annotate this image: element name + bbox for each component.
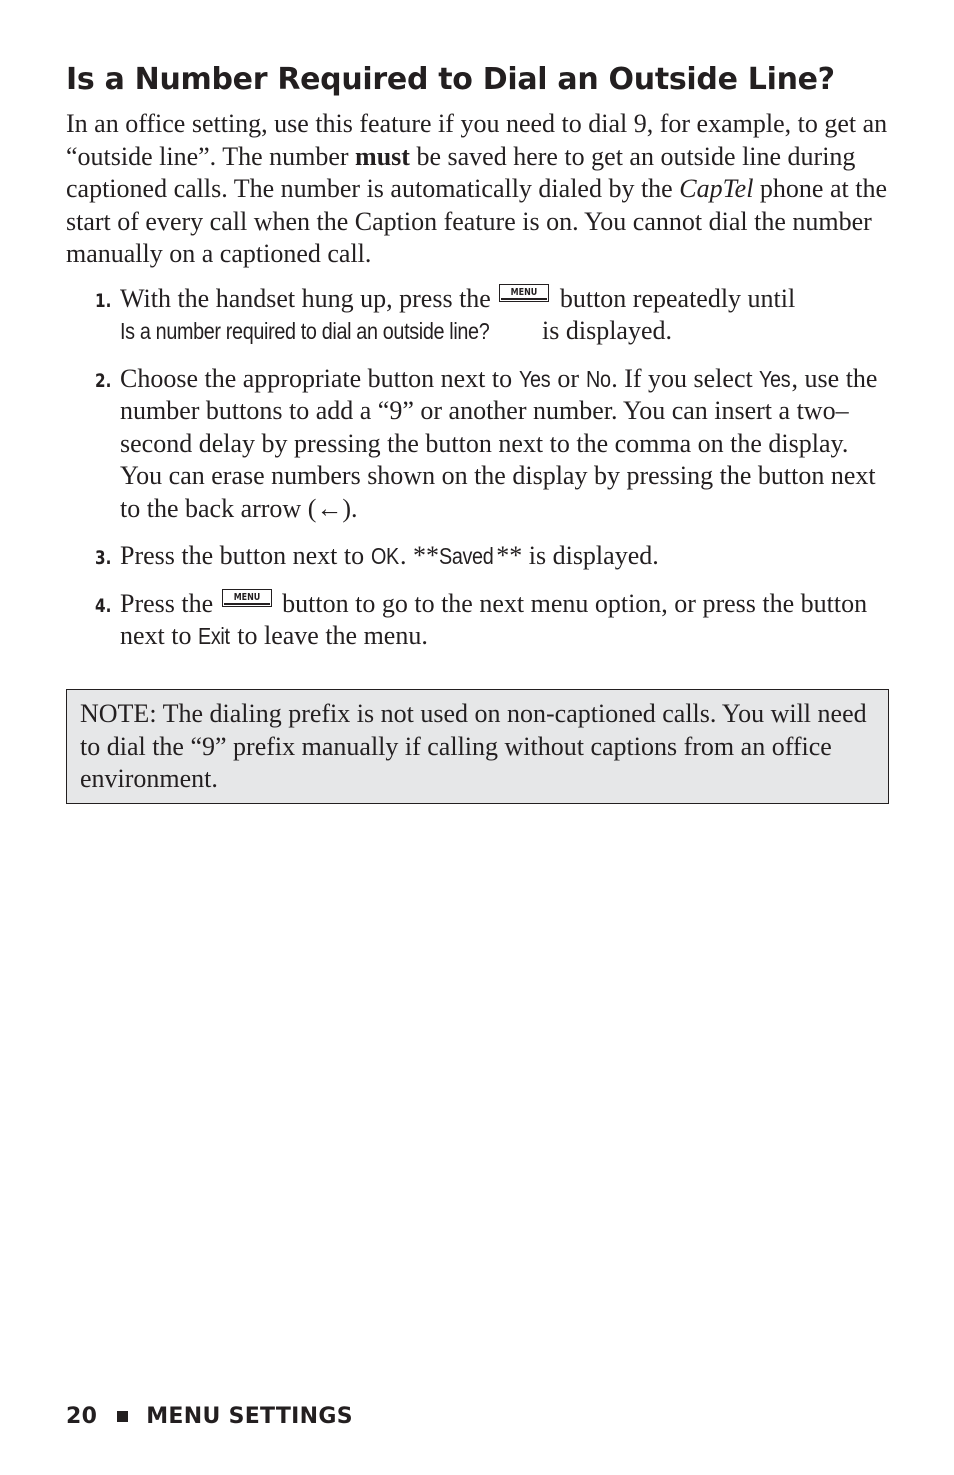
step-text: or bbox=[550, 363, 586, 393]
page-title: Is a Number Required to Dial an Outside Line? bbox=[66, 62, 835, 97]
square-bullet-icon bbox=[117, 1411, 128, 1422]
step-text: ** is displayed. bbox=[496, 541, 659, 570]
step-4 bbox=[66, 588, 891, 653]
intro-text-3: phone at the start of every call when the Caption feature is on. You cannot dial the number manually on a captioned call. bbox=[66, 174, 887, 268]
menu-key-label: MENU bbox=[511, 286, 538, 298]
step-text: button to go to the next menu option, or press the button next to bbox=[120, 588, 868, 650]
display-text: Yes bbox=[759, 365, 791, 392]
step-text: Press the bbox=[120, 588, 220, 618]
page-footer bbox=[66, 1404, 353, 1429]
step-text: button repeatedly until bbox=[553, 283, 796, 313]
step-text: Press the button next to bbox=[120, 541, 371, 570]
display-text: Exit bbox=[198, 623, 230, 649]
intro-paragraph bbox=[66, 108, 891, 271]
step-text: . ** bbox=[400, 541, 440, 570]
intro-text-1: In an office setting, use this feature if you need to dial 9, for example, to get an “outside line”. The number bbox=[66, 109, 888, 171]
step-text: is displayed. bbox=[535, 316, 673, 345]
menu-key-icon bbox=[499, 284, 549, 302]
display-text: Is a number required to dial an outside line? bbox=[120, 318, 490, 344]
note-text: NOTE: The dialing prefix is not used on non-captioned calls. You will need to dial the “9” prefix manually if calling without captions from an office environment. bbox=[80, 699, 867, 793]
step-text: to leave the menu. bbox=[230, 621, 428, 650]
step-number: 2. bbox=[95, 369, 112, 392]
step-text: With the handset hung up, press the bbox=[120, 283, 498, 313]
note-box bbox=[66, 689, 889, 804]
brand-name: CapTel bbox=[679, 174, 754, 203]
intro-emphasis: must bbox=[355, 141, 410, 171]
step-text: Choose the appropriate button next to bbox=[120, 363, 519, 393]
step-2 bbox=[66, 363, 891, 526]
display-text: Yes bbox=[518, 365, 550, 392]
step-3 bbox=[66, 540, 891, 573]
step-number: 3. bbox=[95, 547, 112, 569]
display-text: OK bbox=[370, 543, 399, 569]
step-text: . If you select bbox=[611, 363, 760, 393]
menu-key-icon bbox=[222, 589, 272, 607]
steps-list bbox=[66, 283, 891, 653]
step-1 bbox=[66, 283, 891, 348]
section-name: MENU SETTINGS bbox=[146, 1404, 353, 1429]
step-number: 4. bbox=[95, 594, 112, 617]
display-text: No bbox=[585, 365, 611, 392]
menu-key-label: MENU bbox=[233, 591, 260, 603]
step-text: , use the number buttons to add a “9” or another number. You can insert a two–second delay by pressing the button next to the comma on the display. You can erase numbers shown on the display by pressing the button next to the back arrow (←). bbox=[120, 363, 878, 523]
display-text: Saved bbox=[439, 543, 494, 569]
intro-text-2: be saved here to get an outside line during captioned calls. The number is automatically dialed by the bbox=[66, 141, 856, 203]
page-number: 20 bbox=[66, 1404, 98, 1429]
page-content bbox=[66, 60, 891, 668]
step-number: 1. bbox=[95, 289, 112, 312]
